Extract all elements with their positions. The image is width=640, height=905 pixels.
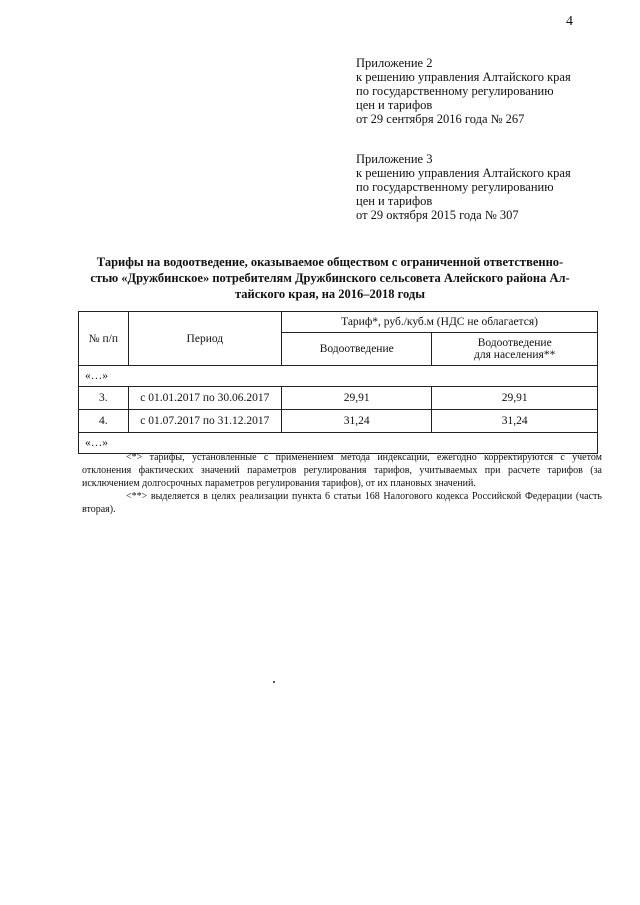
footnote-tariff: <*> тарифы, установленные с применением метода индексации, ежегодно корректируются с учетом отклонения фактических значений параметров регулирования тарифов, учитываемых при расчете тарифов (за исключением долгосрочных параметров регулирования тарифов), от их плановых значений.	[82, 452, 602, 489]
footnotes	[82, 451, 602, 516]
appendix-3-line: Приложение 3	[356, 152, 433, 166]
appendix-2-heading	[356, 56, 571, 126]
ellipsis-cell: «…»	[79, 366, 598, 387]
table-ellipsis-row	[79, 366, 598, 387]
row-number: 4.	[79, 410, 129, 433]
title-line: тайского края, на 2016–2018 годы	[234, 287, 426, 301]
header-number: № п/п	[79, 312, 129, 366]
row-wastewater-population: 31,24	[432, 410, 598, 433]
row-period: с 01.01.2017 по 30.06.2017	[128, 387, 281, 410]
row-number: 3.	[79, 387, 129, 410]
footnote-population: <**> выделяется в целях реализации пункта 6 статьи 168 Налогового кодекса Российской Федерации (часть вторая).	[82, 491, 602, 515]
header-tariff: Тариф*, руб./куб.м (НДС не облагается)	[282, 312, 598, 333]
title-line: Тарифы на водоотведение, оказываемое обществом с ограниченной ответственно-	[96, 255, 564, 269]
header-wastewater-population	[432, 333, 598, 366]
appendix-3-line: к решению управления Алтайского края	[356, 166, 571, 180]
appendix-2-line: цен и тарифов	[356, 98, 433, 112]
appendix-3-line: по государственному регулированию	[356, 180, 554, 194]
table-row	[79, 410, 598, 433]
row-wastewater: 29,91	[282, 387, 432, 410]
table-header-row	[79, 312, 598, 333]
title-line: стью «Дружбинское» потребителям Дружбинского сельсовета Алейского района Ал-	[90, 271, 570, 285]
row-wastewater: 31,24	[282, 410, 432, 433]
table-row	[79, 387, 598, 410]
appendix-2-line: от 29 сентября 2016 года № 267	[356, 112, 525, 126]
header-wastewater: Водоотведение	[282, 333, 432, 366]
appendix-2-line: к решению управления Алтайского края	[356, 70, 571, 84]
document-title	[70, 254, 590, 302]
header-sub-b-line: для населения**	[474, 349, 556, 361]
appendix-3-heading	[356, 152, 571, 222]
ellipsis-cell: «…»	[79, 433, 598, 454]
page-number: 4	[566, 14, 573, 29]
appendix-2-line: Приложение 2	[356, 56, 433, 70]
scan-speck	[273, 681, 275, 683]
header-sub-b-line: Водоотведение	[477, 337, 552, 349]
row-period: с 01.07.2017 по 31.12.2017	[128, 410, 281, 433]
header-period: Период	[128, 312, 281, 366]
appendix-3-line: от 29 октября 2015 года № 307	[356, 208, 519, 222]
tariff-table	[78, 311, 598, 454]
appendix-3-line: цен и тарифов	[356, 194, 433, 208]
row-wastewater-population: 29,91	[432, 387, 598, 410]
appendix-2-line: по государственному регулированию	[356, 84, 554, 98]
